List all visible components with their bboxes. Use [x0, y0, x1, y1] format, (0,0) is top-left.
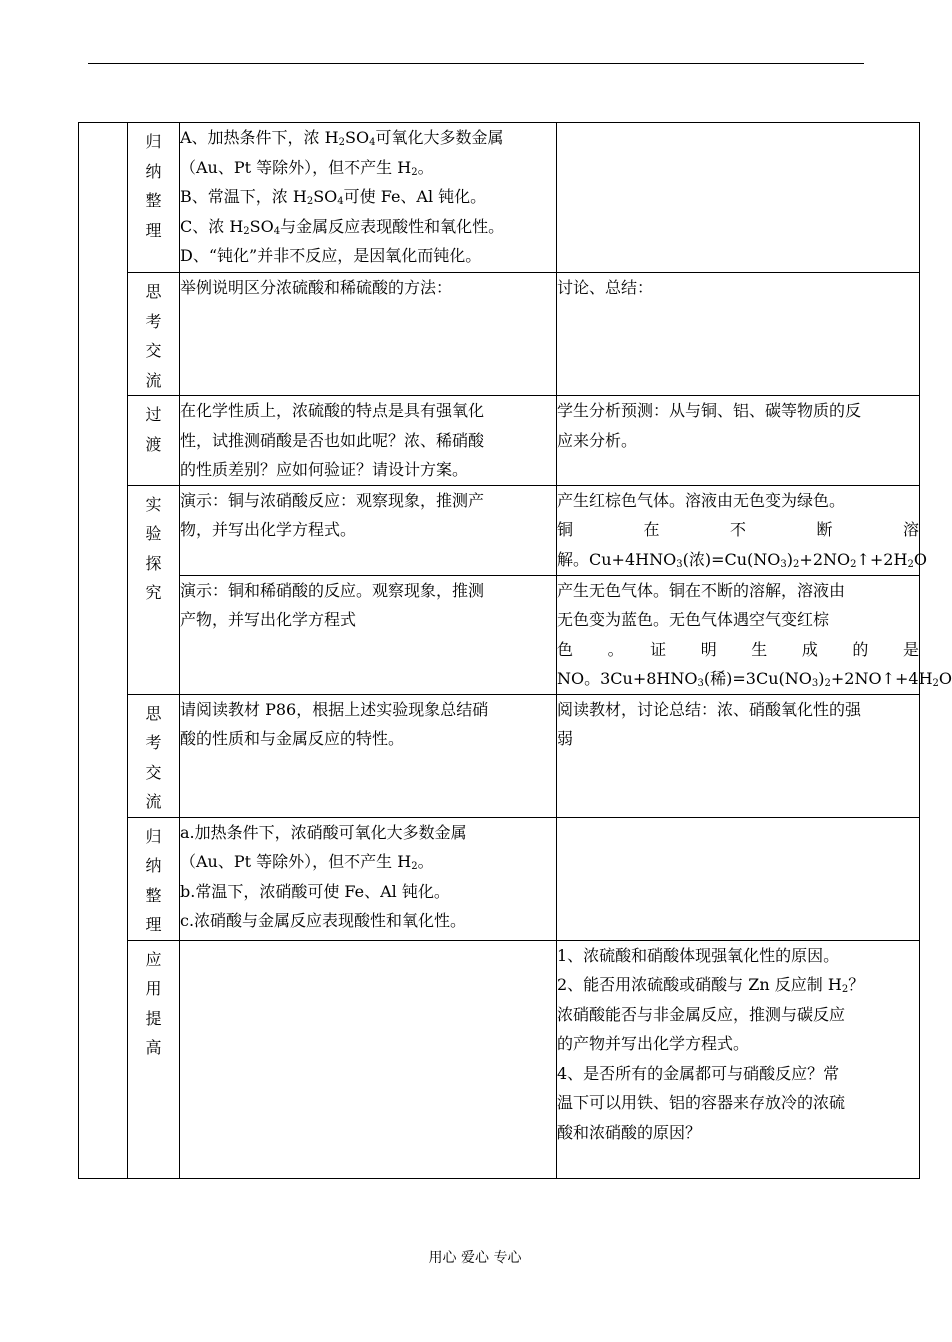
header-rule [88, 63, 864, 64]
table-row [79, 940, 920, 1178]
summary-cell-nitric: a.加热条件下，浓硝酸可氧化大多数金属 （Au、Pt 等除外），但不产生 $H_2$。 b.常温下，浓硝酸可使 Fe、Al 钝化。 c.浓硝酸与金属反应表现酸性和氧化性。 [180, 817, 557, 940]
reading-task-cell: 请阅读教材 P86，根据上述实验现象总结硝 酸的性质和与金属反应的特性。 [180, 694, 557, 817]
table-row [79, 694, 920, 817]
summary-cell-sulfuric: A、加热条件下，浓 $H_2SO_4$可氧化大多数金属 （Au、Pt 等除外），但不产生 $H_2$。 B、常温下，浓 $H_2SO_4$可使 Fe、Al 钝化。 C、浓 $H_2SO_4$与金属反应表现酸性和氧化性。 D、“钝化”并非不反应，是因氧化而钝化。 [180, 123, 557, 273]
lesson-table [78, 122, 952, 1179]
application-questions-cell: 1、浓硫酸和硝酸体现强氧化性的原因。 2、能否用浓硫酸或硝酸与 Zn 反应制 $H_2$？ 浓硝酸能否与非金属反应，推测与碳反应 的产物并写出化学方程式。 4、是否所有的金属都可与硝酸反应？常 温下可以用铁、铝的容器来存放冷的浓硫 酸和浓硝酸的原因？ [557, 940, 920, 1178]
page-footer: 用心 爱心 专心 [428, 1250, 522, 1266]
table-row [79, 273, 920, 396]
reading-discussion-cell: 阅读教材，讨论总结：浓、硝酸氧化性的强 弱 [557, 694, 920, 817]
row-label: 实验探究 [128, 485, 180, 694]
demo-concentrated-cell: 演示：铜与浓硝酸反应：观察现象，推测产 物，并写出化学方程式。 [180, 485, 557, 575]
row-label: 应用提高 [128, 940, 180, 1178]
row-label: 归纳整理 [128, 817, 180, 940]
demo-dilute-cell: 演示：铜和稀硝酸的反应。观察现象，推测 产物，并写出化学方程式 [180, 575, 557, 694]
row-label: 思考交流 [128, 694, 180, 817]
student-prediction-cell: 学生分析预测：从与铜、铝、碳等物质的反 应来分析。 [557, 396, 920, 486]
empty-cell [557, 123, 920, 273]
blank-first-column [79, 123, 128, 1179]
discussion-cell: 讨论、总结： [557, 273, 920, 396]
row-label: 归纳整理 [128, 123, 180, 273]
transition-cell: 在化学性质上，浓硫酸的特点是具有强氧化 性，试推测硝酸是否也如此呢？浓、稀硝酸 的性质差别？应如何验证？请设计方案。 [180, 396, 557, 486]
table-row [79, 817, 920, 940]
table-row [79, 485, 920, 575]
row-label: 过渡 [128, 396, 180, 486]
empty-cell [180, 940, 557, 1178]
table-row [79, 575, 920, 694]
question-cell: 举例说明区分浓硫酸和稀硫酸的方法： [180, 273, 557, 396]
table-row [79, 123, 920, 273]
observation-concentrated-cell: 产生红棕色气体。溶液由无色变为绿色。 铜 在 不 断 溶 解。$Cu+4HNO_3$(浓)$=Cu(NO_3)_2+2NO_2↑+2H_2O$ [557, 485, 920, 575]
observation-dilute-cell: 产生无色气体。铜在不断的溶解，溶液由 无色变为蓝色。无色气体遇空气变红棕 色 。 证 明 生 成 的 是 NO。$3Cu+8HNO_3$(稀)$=3Cu(NO_3)_2+2NO↑+4H_2O$ [557, 575, 920, 694]
empty-cell [557, 817, 920, 940]
table-row [79, 396, 920, 486]
row-label: 思考交流 [128, 273, 180, 396]
